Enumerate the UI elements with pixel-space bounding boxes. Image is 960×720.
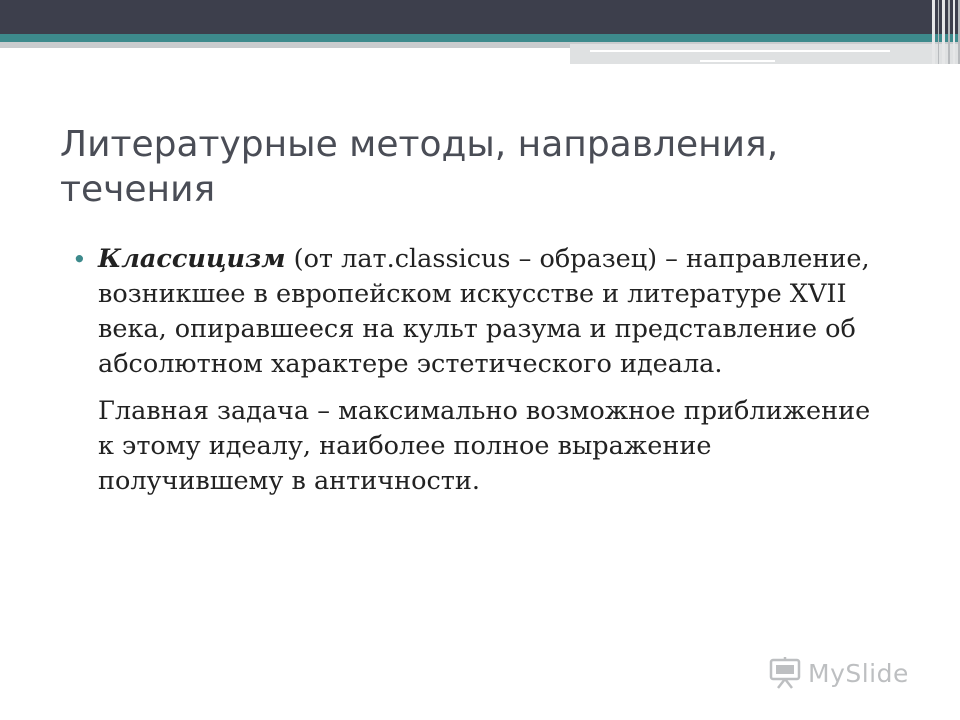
- header-stripes: [928, 0, 960, 64]
- continuation-paragraph: [72, 394, 872, 499]
- header-band-dark: [0, 0, 960, 34]
- bullet-paragraph: [72, 242, 872, 382]
- header-accent-line: [590, 50, 890, 52]
- header-accent-line: [700, 60, 775, 62]
- stripe: [948, 0, 950, 64]
- bullet-icon: •: [72, 245, 87, 274]
- stripe: [953, 0, 956, 64]
- presentation-board-icon: [768, 656, 802, 690]
- term-classicism: Классицизм: [98, 244, 286, 274]
- main-task-text: Главная задача – максимально возможное приближение к этому идеалу, наиболее полное выражение получившему в античности.: [98, 396, 871, 496]
- watermark-text: MySlide: [808, 658, 909, 688]
- stripe: [932, 0, 935, 64]
- stripe: [942, 0, 945, 64]
- slide-body: [72, 242, 872, 511]
- header-band-teal: [0, 34, 960, 42]
- definition-text: (от лат.classicus – образец) – направление, возникшее в европейском искусстве и литературе XVII века, опиравшееся на культ разума и представление об абсолютном характере эстетического идеала.: [98, 244, 870, 379]
- slide-title: Литературные методы, направления, течения: [60, 124, 779, 210]
- watermark: [768, 653, 909, 693]
- stripe: [938, 0, 940, 64]
